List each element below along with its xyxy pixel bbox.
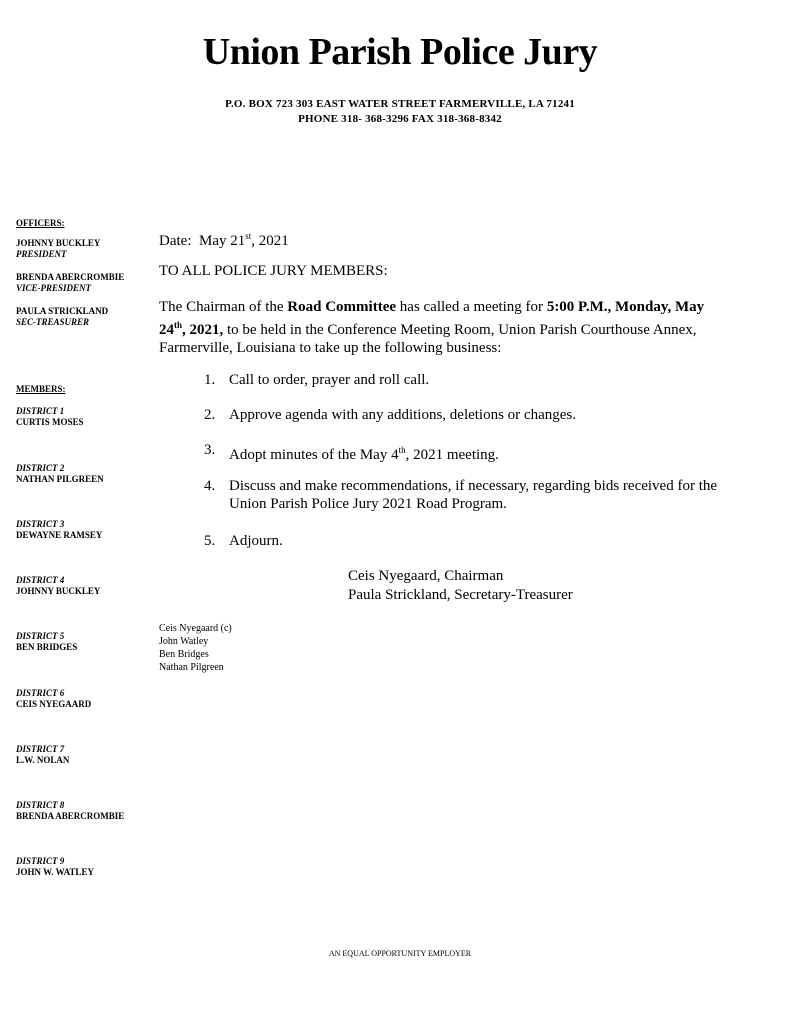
member-district-1: DISTRICT 1 CURTIS MOSES: [16, 406, 84, 427]
officer-sec-treasurer: PAULA STRICKLAND SEC-TREASURER: [16, 306, 109, 327]
member-district-2: DISTRICT 2 NATHAN PILGREEN: [16, 463, 104, 484]
letter-salutation: TO ALL POLICE JURY MEMBERS:: [159, 263, 388, 279]
page-title: Union Parish Police Jury: [202, 31, 598, 73]
letter-date: Date: May 21st, 2021: [159, 231, 289, 249]
member-district-7: DISTRICT 7 L.W. NOLAN: [16, 744, 70, 765]
officer-vice-president: BRENDA ABERCROMBIE VICE-PRESIDENT: [16, 272, 125, 293]
member-district-6: DISTRICT 6 CEIS NYEGAARD: [16, 688, 92, 709]
cc-item: Ben Bridges: [159, 649, 209, 660]
member-district-5: DISTRICT 5 BEN BRIDGES: [16, 631, 78, 652]
signature-secretary: Paula Strickland, Secretary-Treasurer: [348, 587, 573, 603]
officer-president: JOHNNY BUCKLEY PRESIDENT: [16, 238, 101, 259]
cc-item: Ceis Nyegaard (c): [159, 623, 232, 634]
signature-chairman: Ceis Nyegaard, Chairman: [348, 568, 504, 584]
cc-item: John Watley: [159, 636, 209, 647]
member-district-3: DISTRICT 3 DEWAYNE RAMSEY: [16, 519, 103, 540]
letter-paragraph: The Chairman of the Road Committee has called a meeting for 5:00 P.M., Monday, May 24th, 2021, to be held in the Conference Meeting Room, Union Parish Courthouse Annex, Farmerville, Louisiana to take up the following business:: [159, 299, 705, 356]
cc-list: [159, 622, 232, 674]
member-district-8: DISTRICT 8 BRENDA ABERCROMBIE: [16, 800, 125, 821]
footer-text: AN EQUAL OPPORTUNITY EMPLOYER: [328, 949, 472, 958]
members-heading: MEMBERS:: [16, 384, 66, 394]
cc-item: Nathan Pilgreen: [159, 662, 224, 673]
member-district-4: DISTRICT 4 JOHNNY BUCKLEY: [16, 575, 101, 596]
officers-heading: OFFICERS:: [16, 218, 65, 228]
member-district-9: DISTRICT 9 JOHN W. WATLEY: [16, 856, 94, 877]
phone-fax-line: PHONE 318- 368-3296 FAX 318-368-8342: [298, 113, 502, 125]
address-line: P.O. BOX 723 303 EAST WATER STREET FARMERVILLE, LA 71241: [225, 98, 575, 110]
